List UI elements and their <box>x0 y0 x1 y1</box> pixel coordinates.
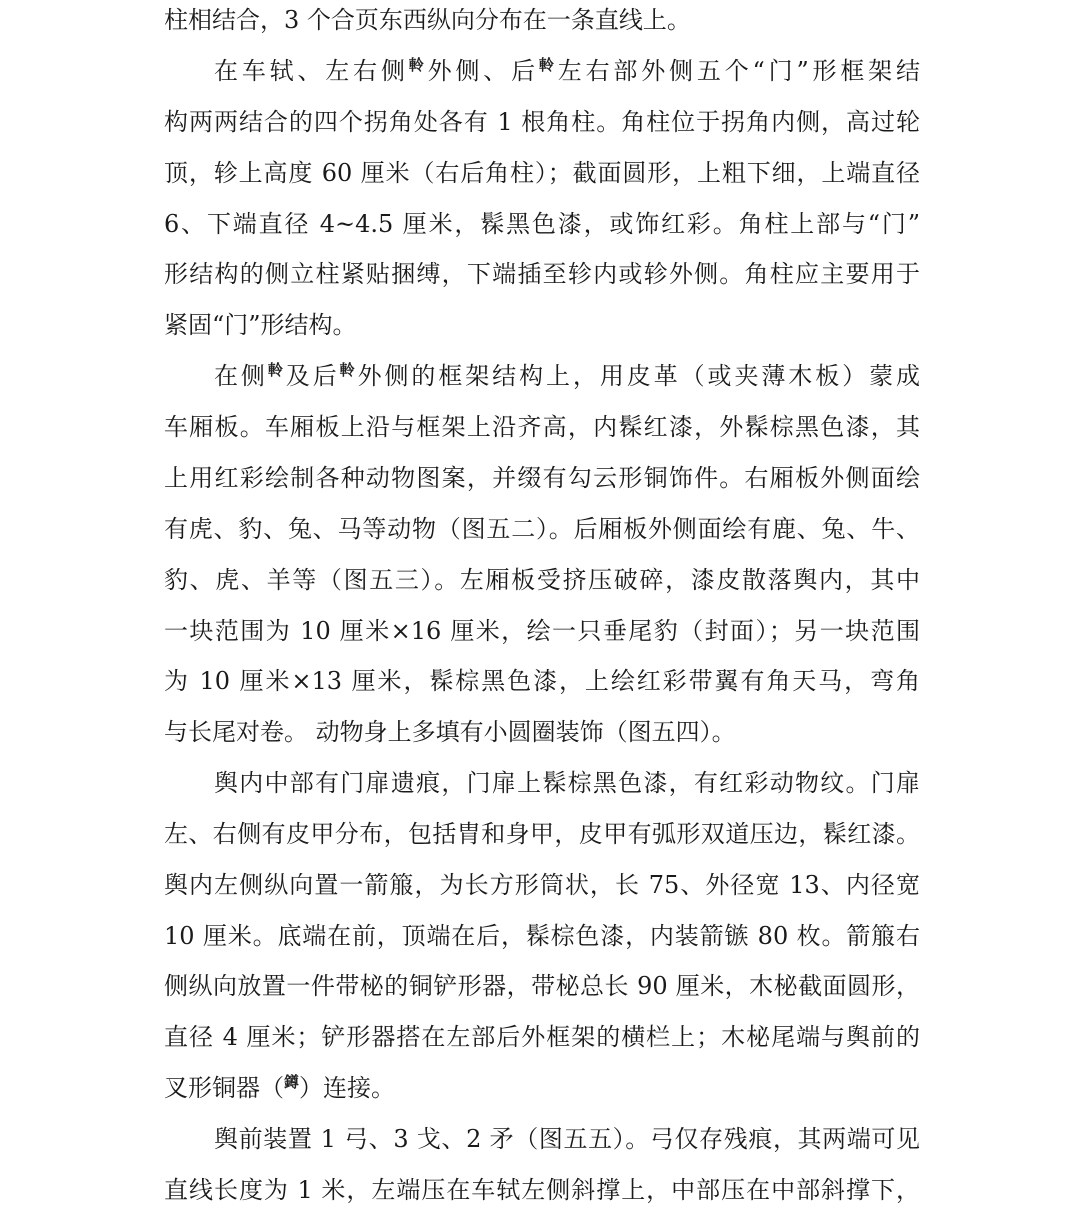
text-line: 紧固“门”形结构。 <box>164 311 357 339</box>
text-line: 有虎、豹、兔、马等动物（图五二）。后厢板外侧面绘有鹿、兔、牛、 <box>164 515 920 543</box>
text-run: 叉形铜器（ <box>164 1074 284 1102</box>
text-line: 左、右侧有皮甲分布，包括胄和身甲，皮甲有弧形双道压边，髹红漆。 <box>164 820 920 848</box>
text-line: 侧纵向放置一件带柲的铜铲形器，带柲总长 90 厘米，木柲截面圆形， <box>164 972 920 1000</box>
rare-character-glyph: 軨 <box>538 56 554 74</box>
rare-character-glyph: 軨 <box>339 361 355 379</box>
text-run: 外侧的框架结构上，用皮革（或夹薄木板）蒙成 <box>354 362 920 390</box>
rare-character-glyph: 軨 <box>267 361 283 379</box>
text-line: 形结构的侧立柱紧贴捆缚，下端插至轸内或轸外侧。角柱应主要用于 <box>164 260 920 288</box>
text-run: 在车轼、左右侧 <box>214 57 409 85</box>
text-line: 柱相结合，3 个合页东西纵向分布在一条直线上。 <box>164 6 691 34</box>
text-line: 6、下端直径 4~4.5 厘米，髹黑色漆，或饰红彩。角柱上部与“门” <box>164 210 920 238</box>
rare-character-glyph: 軨 <box>408 56 424 74</box>
paragraph-start-line <box>214 358 920 394</box>
text-line: 豹、虎、羊等（图五三）。左厢板受挤压破碎，漆皮散落舆内，其中 <box>164 566 920 594</box>
text-run: ）连接。 <box>299 1074 396 1102</box>
rare-character-glyph: 鐏 <box>284 1073 300 1091</box>
paragraph-start-line <box>214 53 920 89</box>
text-run: 在侧 <box>214 362 268 390</box>
text-line: 与长尾对卷。 动物身上多填有小圆圈装饰（图五四）。 <box>164 718 736 746</box>
text-line: 构两两结合的四个拐角处各有 1 根角柱。角柱位于拐角内侧，高过轮 <box>164 108 920 136</box>
text-line: 直线长度为 1 米，左端压在车轼左侧斜撑上，中部压在中部斜撑下， <box>164 1176 920 1204</box>
paragraph-start-line: 舆内中部有门扉遗痕，门扉上髹棕黑色漆，有红彩动物纹。门扉 <box>214 769 920 797</box>
text-line: 上用红彩绘制各种动物图案，并缀有勾云形铜饰件。右厢板外侧面绘 <box>164 464 920 492</box>
text-line: 10 厘米。底端在前，顶端在后，髹棕色漆，内装箭镞 80 枚。箭箙右 <box>164 922 920 950</box>
text-line: 为 10 厘米×13 厘米，髹棕黑色漆，上绘红彩带翼有角天马，弯角 <box>164 667 920 695</box>
text-run: 及后 <box>282 362 340 390</box>
text-line: 一块范围为 10 厘米×16 厘米，绘一只垂尾豹（封面）；另一块范围 <box>164 617 920 645</box>
text-line: 顶，轸上高度 60 厘米（右后角柱）；截面圆形，上粗下细，上端直径 <box>164 159 920 187</box>
paragraph-start-line: 舆前装置 1 弓、3 戈、2 矛（图五五）。弓仅存残痕，其两端可见 <box>214 1125 920 1153</box>
text-line: 舆内左侧纵向置一箭箙，为长方形筒状，长 75、外径宽 13、内径宽 <box>164 871 920 899</box>
text-run: 外侧、后 <box>423 57 539 85</box>
text-run: 左右部外侧五个“门”形框架结 <box>553 57 921 85</box>
text-line: 车厢板。车厢板上沿与框架上沿齐高，内髹红漆，外髹棕黑色漆，其 <box>164 413 920 441</box>
text-line <box>164 1070 920 1106</box>
text-line: 直径 4 厘米；铲形器搭在左部后外框架的横栏上；木柲尾端与舆前的 <box>164 1023 920 1051</box>
